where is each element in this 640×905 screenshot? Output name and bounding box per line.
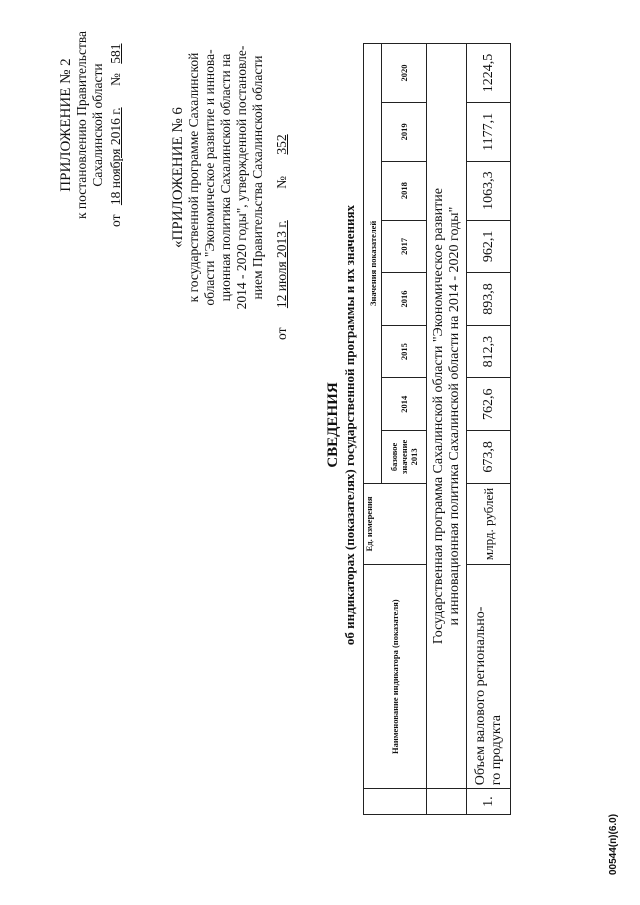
- row-value: 1063,3: [467, 161, 511, 220]
- header-num-cell: [364, 789, 427, 815]
- header-year: 2018: [382, 161, 427, 220]
- header-year: 2015: [382, 325, 427, 378]
- row-value: 812,3: [467, 325, 511, 378]
- row-value: 1177,1: [467, 102, 511, 161]
- appendix-2-title: ПРИЛОЖЕНИЕ № 2: [58, 58, 74, 192]
- header-year: 2014: [382, 378, 427, 431]
- indicators-table: [363, 43, 511, 815]
- appendix-6-line: к государственной программе Сахалинской: [186, 52, 201, 303]
- appendix-2-number: 581: [108, 43, 123, 64]
- program-title-line1: Государственная программа Сахалинской области "Экономическое развитие: [430, 188, 446, 645]
- appendix-6-date: 12 июля 2013 г.: [274, 220, 289, 309]
- appendix-6-line: ционная политика Сахалинской области на: [218, 53, 233, 302]
- header-year: 2019: [382, 102, 427, 161]
- appendix-2-block: [58, 5, 124, 245]
- appendix-6-number: 352: [274, 134, 289, 155]
- row-value: 1224,5: [467, 44, 511, 103]
- appendix-6-from: от: [274, 327, 289, 340]
- appendix-2-line1: к постановлению Правительства: [74, 30, 89, 220]
- heading: [325, 5, 358, 845]
- appendix-2-date: 18 ноября 2016 г.: [108, 107, 123, 206]
- header-name: Наименование индикатора (показателя): [364, 565, 427, 789]
- header-values: Значения показателей: [364, 44, 382, 484]
- row-value: 962,1: [467, 220, 511, 273]
- appendix-2-no-label: №: [108, 73, 123, 86]
- header-year: 2016: [382, 273, 427, 326]
- document-code: 00544(п)(6.0): [608, 813, 619, 875]
- appendix-6-line: области "Экономическое развитие и иннова-: [202, 49, 217, 306]
- appendix-6-block: [170, 5, 290, 350]
- appendix-6-no-label: №: [274, 175, 289, 189]
- header-unit: Ед. измерения: [364, 483, 427, 565]
- appendix-6-line: 2014 - 2020 годы", утвержденной постановле-: [234, 45, 249, 310]
- row-value: 762,6: [467, 378, 511, 431]
- row-num: 1.: [467, 789, 511, 815]
- row-base-value: 673,8: [467, 431, 511, 484]
- heading-title: СВЕДЕНИЯ: [325, 382, 341, 468]
- row-value: 893,8: [467, 273, 511, 326]
- table-row: [467, 44, 511, 815]
- header-year: 2020: [382, 44, 427, 103]
- appendix-6-line: нием Правительства Сахалинской области: [250, 55, 265, 300]
- row-unit: млрд. рублей: [467, 483, 511, 565]
- program-num-cell: [427, 789, 467, 815]
- appendix-2-dateline: [108, 5, 124, 245]
- header-base-year: базовое значение 2013: [382, 431, 427, 484]
- appendix-2-from: от: [108, 214, 123, 227]
- appendix-2-line2: Сахалинской области: [90, 63, 105, 187]
- appendix-6-title: «ПРИЛОЖЕНИЕ № 6: [170, 107, 186, 248]
- row-name-line2: го продукта: [488, 714, 504, 786]
- program-title: [427, 44, 467, 789]
- appendix-6-dateline: [274, 5, 290, 350]
- heading-subtitle: об индикаторах (показателях) государственной программы и их значениях: [342, 204, 357, 646]
- header-year: 2017: [382, 220, 427, 273]
- row-name-line1: Объем валового регионально-: [472, 606, 488, 786]
- program-title-line2: и инновационная политика Сахалинской области на 2014 - 2020 годы": [446, 206, 462, 626]
- row-name: [467, 565, 511, 789]
